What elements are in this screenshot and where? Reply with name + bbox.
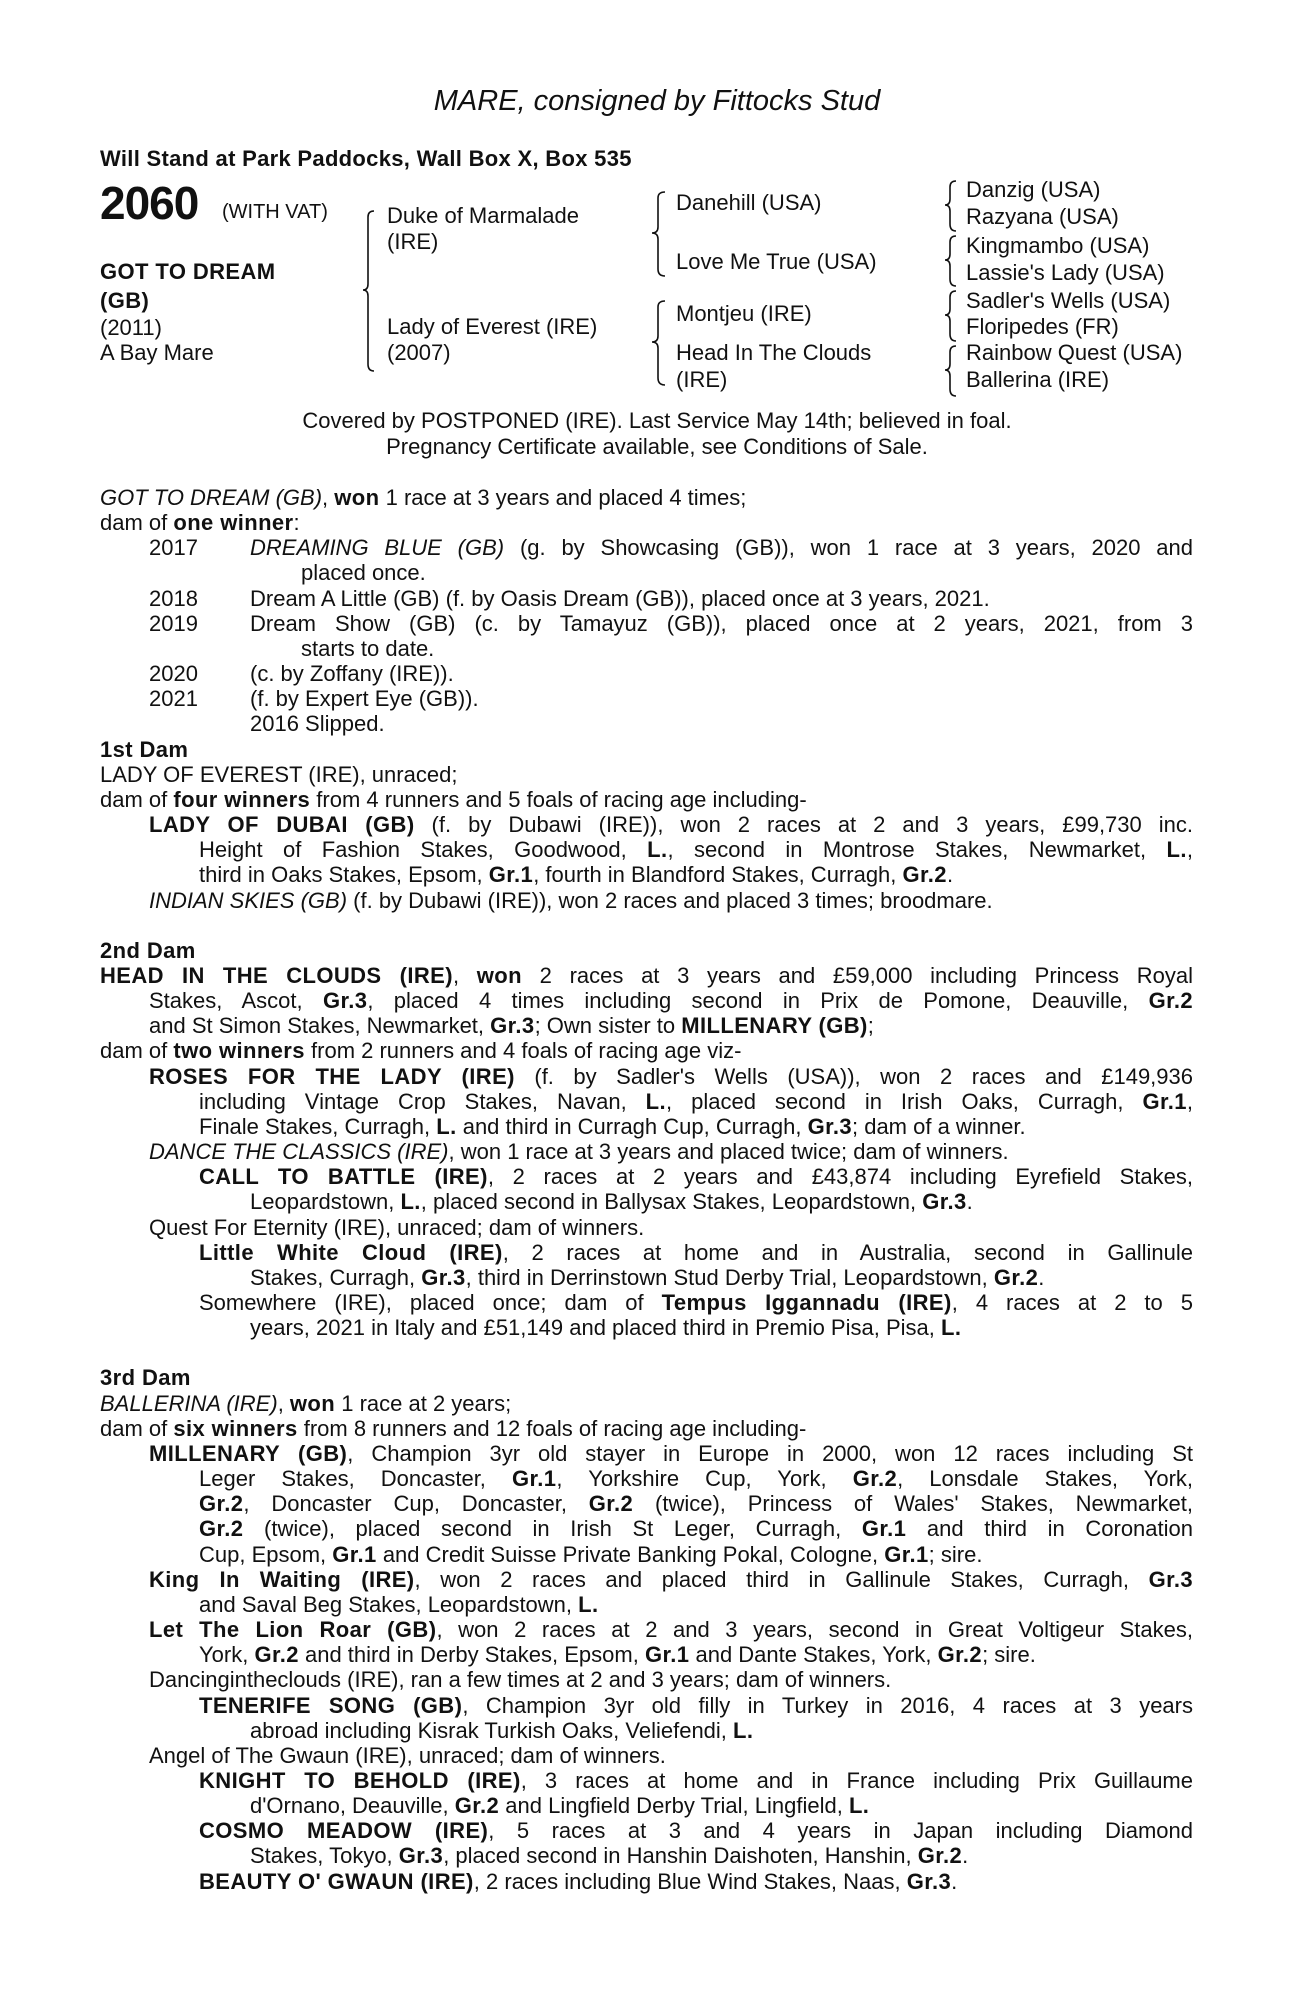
text: placed once. bbox=[301, 560, 426, 586]
bold-text: HEAD IN THE CLOUDS (IRE) bbox=[100, 962, 453, 988]
bold-text: won bbox=[476, 962, 522, 988]
text: Dancingintheclouds (IRE), ran a few times at 2 and 3 years; dam of winners. bbox=[149, 1667, 892, 1693]
covering-status: Covered by POSTPONED (IRE). Last Service May 14th; believed in foal. bbox=[302, 408, 1012, 433]
horse-foaled-year: (2011) bbox=[100, 315, 162, 340]
text-line bbox=[100, 1818, 1193, 1843]
pedigree-dam-dam: Head In The Clouds bbox=[676, 340, 872, 365]
pedigree-dam-dam-country: (IRE) bbox=[676, 367, 728, 392]
text-line bbox=[100, 1416, 1193, 1441]
text: . bbox=[951, 1868, 958, 1894]
text-line bbox=[100, 1869, 1193, 1894]
text-line bbox=[100, 762, 1193, 787]
bold-text: Gr.1 bbox=[861, 1516, 907, 1542]
text-line bbox=[100, 1592, 1193, 1617]
text-line bbox=[100, 1617, 1193, 1642]
text: : bbox=[293, 510, 300, 536]
text: (g. by Showcasing (GB)), won 1 race at 3 years, 2020 and bbox=[504, 535, 1193, 561]
section-heading bbox=[100, 737, 1193, 762]
curly-brace-icon bbox=[944, 345, 958, 397]
text: Stakes, Tokyo, bbox=[250, 1843, 399, 1869]
foal-year: 2020 bbox=[149, 661, 198, 687]
bold-text: Gr.1 bbox=[512, 1466, 557, 1492]
text-line bbox=[100, 1542, 1193, 1567]
text: and St Simon Stakes, Newmarket, bbox=[149, 1013, 491, 1039]
curly-brace-icon bbox=[944, 290, 958, 342]
lot-number: 2060 bbox=[100, 177, 199, 229]
bold-text: Tempus Iggannadu (IRE) bbox=[661, 1290, 952, 1315]
text: (f. by Dubawi (IRE)), won 2 races at 2 and 3 years, £99,730 inc. bbox=[414, 812, 1193, 838]
text: , bbox=[452, 962, 477, 988]
text: d'Ornano, Deauville, bbox=[250, 1793, 455, 1819]
bold-text: Gr.3 bbox=[922, 1189, 967, 1215]
bold-text: COSMO MEADOW (IRE) bbox=[199, 1818, 489, 1844]
text-line bbox=[100, 1516, 1193, 1541]
bold-text: LADY OF DUBAI (GB) bbox=[149, 812, 415, 838]
text: , Champion 3yr old stayer in Europe in 2000, won 12 races including St bbox=[347, 1440, 1193, 1466]
text-line bbox=[100, 1164, 1193, 1189]
text: , third in Derrinstown Stud Derby Trial, Leopardstown, bbox=[465, 1264, 994, 1290]
text: abroad including Kisrak Turkish Oaks, Veliefendi, bbox=[250, 1717, 734, 1743]
pedigree-sire: Duke of Marmalade bbox=[387, 203, 579, 228]
text: years, 2021 in Italy and £51,149 and placed third in Premio Pisa, Pisa, bbox=[250, 1315, 941, 1341]
text: ; Own sister to bbox=[534, 1013, 682, 1039]
pedigree-sire-dam: Love Me True (USA) bbox=[676, 249, 877, 274]
text: (twice), Princess of Wales' Stakes, Newmarket, bbox=[633, 1491, 1193, 1517]
italic-text: BALLERINA (IRE) bbox=[100, 1390, 278, 1416]
text: , 2 races at 2 years and £43,874 including Eyrefield Stakes, bbox=[487, 1164, 1193, 1190]
bold-text: King In Waiting (IRE) bbox=[149, 1566, 415, 1592]
text: and third in Curragh Cup, Curragh, bbox=[456, 1113, 808, 1139]
pedigree-gg: Lassie's Lady (USA) bbox=[966, 260, 1165, 285]
text-line bbox=[100, 888, 1193, 913]
bold-text: two winners bbox=[173, 1038, 305, 1064]
text-line bbox=[100, 510, 1193, 535]
pedigree-gg: Razyana (USA) bbox=[966, 204, 1119, 229]
text: Stakes, Curragh, bbox=[250, 1264, 422, 1290]
bold-text: Gr.2 bbox=[937, 1642, 983, 1668]
bold-text: KNIGHT TO BEHOLD (IRE) bbox=[199, 1767, 521, 1793]
bold-text: L. bbox=[647, 837, 668, 863]
text: ; bbox=[867, 1013, 874, 1039]
text-line bbox=[100, 862, 1193, 887]
bold-text: Gr.2 bbox=[1148, 988, 1193, 1014]
text-line bbox=[100, 1466, 1193, 1491]
text: 2 races at 3 years and £59,000 including Princess Royal bbox=[521, 962, 1193, 988]
text: . bbox=[1038, 1264, 1045, 1290]
text-line bbox=[100, 1843, 1193, 1868]
pedigree-gg: Rainbow Quest (USA) bbox=[966, 340, 1183, 365]
text-line bbox=[100, 1642, 1193, 1667]
text-line bbox=[100, 1038, 1193, 1063]
bold-text: MILLENARY (GB) bbox=[681, 1013, 868, 1039]
spacer bbox=[100, 913, 1193, 938]
bold-text: won bbox=[334, 485, 380, 510]
bold-text: one winner bbox=[173, 510, 294, 536]
bold-text: L. bbox=[578, 1591, 599, 1617]
bold-text: Gr.3 bbox=[906, 1868, 952, 1894]
italic-text: DANCE THE CLASSICS (IRE) bbox=[149, 1139, 449, 1165]
bold-text: Let The Lion Roar (GB) bbox=[149, 1617, 437, 1643]
text: . bbox=[946, 862, 954, 888]
text-line bbox=[100, 1189, 1193, 1214]
foal-year: 2018 bbox=[149, 585, 198, 611]
text-line bbox=[100, 1718, 1193, 1743]
text: , bbox=[277, 1390, 290, 1416]
bold-text: Gr.2 bbox=[993, 1264, 1039, 1290]
pedigree-gg: Ballerina (IRE) bbox=[966, 367, 1110, 392]
text-line bbox=[100, 1491, 1193, 1516]
text: ; dam of a winner. bbox=[851, 1113, 1026, 1139]
text: dam of bbox=[100, 786, 174, 812]
bold-text: TENERIFE SONG (GB) bbox=[199, 1692, 463, 1718]
bold-text: Gr.3 bbox=[807, 1113, 852, 1139]
text: , Lonsdale Stakes, York, bbox=[897, 1466, 1194, 1492]
text: , 5 races at 3 and 4 years in Japan including Diamond bbox=[488, 1818, 1193, 1844]
text: Cup, Epsom, bbox=[199, 1541, 333, 1567]
text-line bbox=[100, 1139, 1193, 1164]
text: , 4 races at 2 to 5 bbox=[951, 1290, 1194, 1315]
text-line bbox=[100, 1693, 1193, 1718]
bold-text: BEAUTY O' GWAUN (IRE) bbox=[199, 1868, 474, 1894]
text-line bbox=[100, 485, 1193, 510]
text-line bbox=[100, 1743, 1193, 1768]
bold-text: Gr.1 bbox=[884, 1541, 929, 1567]
bold-text: L. bbox=[645, 1088, 667, 1114]
text: and Lingfield Derby Trial, Lingfield, bbox=[499, 1793, 849, 1819]
text-line bbox=[100, 1089, 1193, 1114]
pedigree-gg: Kingmambo (USA) bbox=[966, 233, 1150, 258]
text-line bbox=[100, 1215, 1193, 1240]
catalogue-title: MARE, consigned by Fittocks Stud bbox=[433, 85, 881, 117]
bold-text: Gr.3 bbox=[322, 988, 368, 1014]
bold-text: L. bbox=[733, 1717, 754, 1743]
text: 1 race at 2 years; bbox=[335, 1390, 512, 1416]
text: , bbox=[1186, 1088, 1193, 1114]
bold-text: L. bbox=[1166, 837, 1187, 863]
italic-text: GOT TO DREAM (GB) bbox=[100, 485, 323, 510]
text: , won 2 races at 2 and 3 years, second in Great Voltigeur Stakes, bbox=[436, 1617, 1193, 1643]
stabling-location: Will Stand at Park Paddocks, Wall Box X, Box 535 bbox=[100, 146, 632, 171]
bold-text: L. bbox=[436, 1113, 457, 1139]
bold-text: Gr.1 bbox=[488, 862, 534, 888]
text: and third in Derby Stakes, Epsom, bbox=[298, 1642, 645, 1668]
bold-text: L. bbox=[940, 1315, 962, 1341]
curly-brace-icon bbox=[651, 191, 667, 277]
text: including Vintage Crop Stakes, Navan, bbox=[199, 1088, 646, 1114]
bold-text: won bbox=[289, 1390, 336, 1416]
text: (c. by Zoffany (IRE)). bbox=[250, 661, 454, 687]
text: , placed second in Ballysax Stakes, Leopardstown, bbox=[420, 1189, 923, 1215]
text-line bbox=[100, 560, 1193, 585]
bold-text: 1st Dam bbox=[100, 736, 189, 762]
bold-text: Gr.2 bbox=[852, 1466, 898, 1492]
text-line bbox=[100, 711, 1193, 736]
text: Somewhere (IRE), placed once; dam of bbox=[199, 1290, 662, 1315]
text-line bbox=[100, 988, 1193, 1013]
bold-text: Gr.3 bbox=[421, 1264, 466, 1290]
text: , Doncaster Cup, Doncaster, bbox=[243, 1491, 589, 1517]
pedigree-dam-sire: Montjeu (IRE) bbox=[676, 301, 812, 326]
text: , bbox=[1186, 837, 1193, 863]
text: from 8 runners and 12 foals of racing age including- bbox=[297, 1415, 807, 1441]
pedigree-sire-country: (IRE) bbox=[387, 229, 439, 254]
text: starts to date. bbox=[301, 635, 435, 661]
text: (f. by Sadler's Wells (USA)), won 2 races and £149,936 bbox=[514, 1063, 1194, 1089]
bold-text: Gr.2 bbox=[902, 862, 947, 888]
foal-year: 2017 bbox=[149, 535, 198, 561]
text-line bbox=[100, 1667, 1193, 1692]
text: from 2 runners and 4 foals of racing age viz- bbox=[304, 1038, 742, 1064]
text: Leopardstown, bbox=[250, 1189, 401, 1215]
text: and Dante Stakes, York, bbox=[689, 1642, 938, 1668]
bold-text: L. bbox=[848, 1793, 870, 1819]
text-line bbox=[100, 686, 1193, 711]
text-line bbox=[100, 611, 1193, 636]
bold-text: CALL TO BATTLE (IRE) bbox=[199, 1164, 488, 1190]
text: , placed 4 times including second in Prix de Pomone, Deauville, bbox=[367, 988, 1149, 1014]
text: , won 2 races and placed third in Gallinule Stakes, Curragh, bbox=[414, 1566, 1149, 1592]
foal-year: 2021 bbox=[149, 686, 198, 712]
text: Height of Fashion Stakes, Goodwood, bbox=[199, 837, 648, 863]
horse-name: GOT TO DREAM bbox=[100, 259, 276, 284]
text-line bbox=[100, 1240, 1193, 1265]
bold-text: Little White Cloud (IRE) bbox=[199, 1239, 503, 1265]
horse-name-country: (GB) bbox=[100, 288, 150, 313]
text: Dream Show (GB) (c. by Tamayuz (GB)), placed once at 2 years, 2021, from 3 bbox=[250, 610, 1193, 636]
text: , placed second in Hanshin Daishoten, Hanshin, bbox=[443, 1843, 918, 1869]
bold-text: Gr.1 bbox=[644, 1642, 690, 1668]
text-line bbox=[100, 1793, 1193, 1818]
pedigree-gg: Sadler's Wells (USA) bbox=[966, 288, 1171, 313]
produce-record bbox=[100, 485, 1193, 1894]
text: , Yorkshire Cup, York, bbox=[556, 1466, 853, 1492]
text-line bbox=[100, 787, 1193, 812]
text-line bbox=[100, 1391, 1193, 1416]
bold-text: 2nd Dam bbox=[100, 937, 196, 963]
text: 1 race at 3 years and placed 4 times; bbox=[379, 485, 747, 510]
text: , won 1 race at 3 years and placed twice; dam of winners. bbox=[448, 1139, 1009, 1165]
bold-text: four winners bbox=[173, 786, 311, 812]
text-line bbox=[100, 586, 1193, 611]
text: dam of bbox=[100, 1038, 174, 1064]
text-line bbox=[100, 1315, 1193, 1340]
bold-text: Gr.1 bbox=[1142, 1088, 1187, 1114]
bold-text: Gr.3 bbox=[1148, 1566, 1193, 1592]
text: (f. by Dubawi (IRE)), won 2 races and placed 3 times; broodmare. bbox=[347, 887, 993, 913]
text: , Champion 3yr old filly in Turkey in 2016, 4 races at 3 years bbox=[462, 1692, 1193, 1718]
bold-text: Gr.2 bbox=[588, 1491, 634, 1517]
text-line bbox=[100, 661, 1193, 686]
pedigree-gg: Floripedes (FR) bbox=[966, 314, 1119, 339]
bold-text: 3rd Dam bbox=[100, 1365, 191, 1391]
text: (twice), placed second in Irish St Leger, Curragh, bbox=[243, 1516, 862, 1542]
text-line bbox=[100, 535, 1193, 560]
text: 2016 Slipped. bbox=[250, 711, 385, 737]
pregnancy-note: Pregnancy Certificate available, see Conditions of Sale. bbox=[386, 434, 928, 459]
text-line bbox=[100, 837, 1193, 862]
text: (f. by Expert Eye (GB)). bbox=[250, 686, 479, 712]
text: , 2 races including Blue Wind Stakes, Naas, bbox=[473, 1868, 907, 1894]
text-line bbox=[100, 1114, 1193, 1139]
text: . bbox=[962, 1843, 969, 1869]
text: and third in Coronation bbox=[906, 1516, 1193, 1542]
bold-text: six winners bbox=[173, 1415, 298, 1441]
bold-text: MILLENARY (GB) bbox=[149, 1440, 348, 1466]
bold-text: Gr.2 bbox=[199, 1491, 244, 1517]
text-line bbox=[100, 812, 1193, 837]
italic-text: INDIAN SKIES (GB) bbox=[149, 887, 348, 913]
foal-year: 2019 bbox=[149, 610, 198, 636]
text: , 2 races at home and in Australia, second in Gallinule bbox=[502, 1239, 1193, 1265]
spacer bbox=[100, 1340, 1193, 1365]
bold-text: Gr.3 bbox=[490, 1013, 535, 1039]
text: . bbox=[966, 1189, 973, 1215]
bold-text: Gr.2 bbox=[199, 1516, 244, 1542]
text-line bbox=[100, 963, 1193, 988]
text: and Credit Suisse Private Banking Pokal, Cologne, bbox=[376, 1541, 885, 1567]
curly-brace-icon bbox=[651, 300, 667, 386]
text-line bbox=[100, 1567, 1193, 1592]
text-line bbox=[100, 1290, 1193, 1315]
text: from 4 runners and 5 foals of racing age including- bbox=[310, 786, 807, 812]
text: Leger Stakes, Doncaster, bbox=[199, 1466, 512, 1492]
pedigree-dam: Lady of Everest (IRE) bbox=[387, 314, 598, 339]
text: LADY OF EVEREST (IRE), unraced; bbox=[100, 761, 458, 787]
text-line bbox=[100, 636, 1193, 661]
text: , fourth in Blandford Stakes, Curragh, bbox=[533, 862, 903, 888]
text: , second in Montrose Stakes, Newmarket, bbox=[667, 837, 1167, 863]
pedigree-sire-sire: Danehill (USA) bbox=[676, 190, 822, 215]
bold-text: L. bbox=[400, 1189, 421, 1215]
section-heading bbox=[100, 1365, 1193, 1390]
italic-text: DREAMING BLUE (GB) bbox=[250, 535, 505, 561]
text: Finale Stakes, Curragh, bbox=[199, 1113, 437, 1139]
text: dam of bbox=[100, 1415, 174, 1441]
horse-description: A Bay Mare bbox=[100, 340, 214, 365]
vat-note: (WITH VAT) bbox=[222, 201, 328, 223]
text: , placed second in Irish Oaks, Curragh, bbox=[666, 1088, 1143, 1114]
text: ; sire. bbox=[982, 1642, 1036, 1668]
curly-brace-icon bbox=[944, 180, 958, 232]
bold-text: Gr.2 bbox=[254, 1642, 299, 1668]
text: Angel of The Gwaun (IRE), unraced; dam of winners. bbox=[149, 1742, 666, 1768]
text-line bbox=[100, 1064, 1193, 1089]
curly-brace-icon bbox=[944, 235, 958, 287]
bold-text: Gr.1 bbox=[332, 1541, 377, 1567]
bold-text: Gr.2 bbox=[917, 1843, 963, 1869]
text-line bbox=[100, 1441, 1193, 1466]
text-line bbox=[100, 1265, 1193, 1290]
bold-text: ROSES FOR THE LADY (IRE) bbox=[149, 1063, 515, 1089]
bold-text: Gr.2 bbox=[454, 1793, 500, 1819]
text: Quest For Eternity (IRE), unraced; dam of winners. bbox=[149, 1214, 645, 1240]
text: , 3 races at home and in France including Prix Guillaume bbox=[520, 1767, 1193, 1793]
text-line bbox=[100, 1768, 1193, 1793]
curly-brace-icon bbox=[362, 210, 376, 372]
text: Stakes, Ascot, bbox=[149, 988, 323, 1014]
text-line bbox=[100, 1013, 1193, 1038]
text: York, bbox=[199, 1642, 255, 1668]
text: Dream A Little (GB) (f. by Oasis Dream (GB)), placed once at 3 years, 2021. bbox=[250, 585, 990, 611]
text: and Saval Beg Stakes, Leopardstown, bbox=[199, 1591, 579, 1617]
text: dam of bbox=[100, 510, 174, 536]
section-heading bbox=[100, 938, 1193, 963]
pedigree-dam-year: (2007) bbox=[387, 340, 451, 365]
text: , bbox=[322, 485, 335, 510]
text: ; sire. bbox=[928, 1541, 983, 1567]
text: third in Oaks Stakes, Epsom, bbox=[199, 862, 489, 888]
pedigree-gg: Danzig (USA) bbox=[966, 177, 1101, 202]
bold-text: Gr.3 bbox=[398, 1843, 444, 1869]
